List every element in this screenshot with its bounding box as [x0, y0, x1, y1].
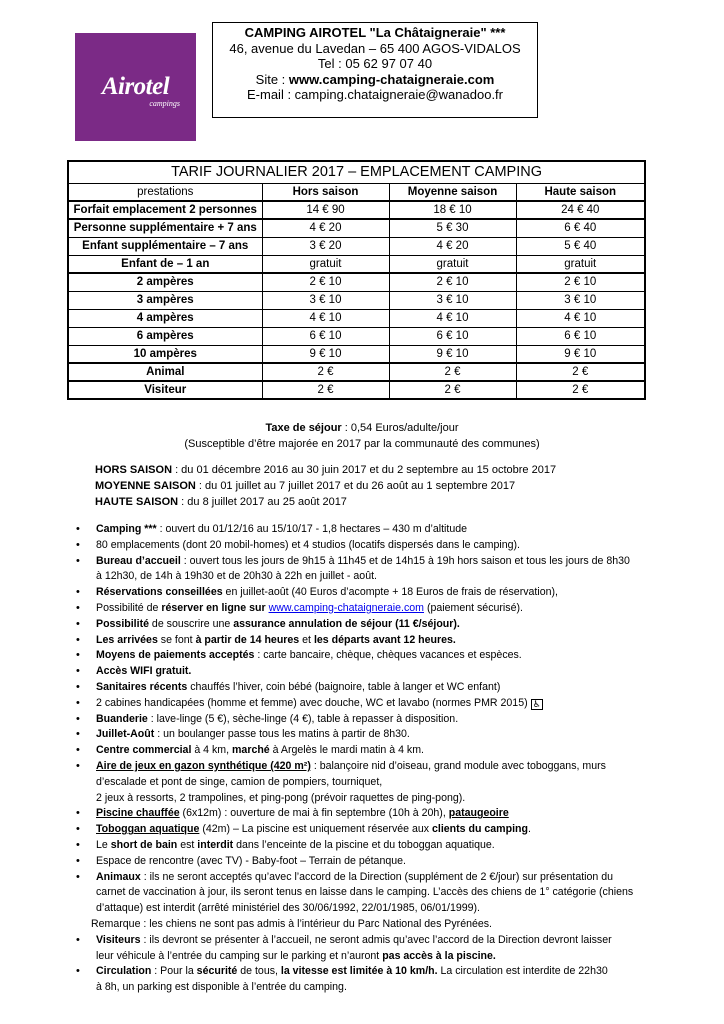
item-label: Sanitaires récents [96, 680, 188, 693]
item-label: Animaux [96, 870, 141, 883]
table-row [68, 237, 645, 255]
season-dates-text: : du 01 décembre 2016 au 30 juin 2017 et du 2 septembre au 15 octobre 2017 [172, 464, 557, 476]
item-text: : Pour la [151, 965, 197, 978]
taxe-label: Taxe de séjour [265, 422, 342, 434]
item-text: en juillet-août (40 Euros d’acompte + 18 Euros de frais de réservation), [222, 586, 558, 599]
table-row [68, 219, 645, 237]
item-text: d’attaque) est interdit (arrêté ministériel des 30/06/1992, 22/01/1985, 06/01/1999). [96, 902, 480, 915]
item-text: de souscrire une [148, 617, 234, 630]
item-text: 2 cabines handicapées (homme et femme) avec douche, WC et lavabo (normes PMR 2015) [96, 696, 528, 709]
row-label: 2 ampères [68, 273, 262, 291]
list-item [76, 806, 676, 822]
price-haute: 9 € 10 [516, 345, 645, 363]
price-hors: 9 € 10 [262, 345, 389, 363]
price-moyenne: 4 € 10 [389, 309, 516, 327]
price-hors: 3 € 10 [262, 291, 389, 309]
item-label: Juillet-Août [96, 728, 155, 741]
item-text: : balançoire nid d’oiseau, grand module avec toboggans, murs [310, 759, 606, 772]
item-text: : ouvert du 01/12/16 au 15/10/17 - 1,8 hectares – 430 m d’altitude [156, 523, 468, 535]
header-hors-saison: Hors saison [262, 183, 389, 201]
item-text: (paiement sécurisé). [424, 601, 523, 614]
price-moyenne: 2 € 10 [389, 273, 516, 291]
item-label: clients du camping [432, 823, 528, 836]
row-label: 3 ampères [68, 291, 262, 309]
list-item [76, 838, 676, 854]
item-text: . [527, 823, 531, 836]
camping-site [213, 72, 537, 88]
price-moyenne: 5 € 30 [389, 219, 516, 237]
price-hors: 4 € 10 [262, 309, 389, 327]
list-item [76, 633, 676, 649]
item-label: réserver en ligne sur [161, 601, 266, 614]
price-moyenne: 2 € [389, 363, 516, 381]
item-label: Circulation [96, 965, 152, 978]
price-haute: 24 € 40 [516, 201, 645, 219]
wheelchair-icon: ♿ [532, 698, 541, 709]
list-item [76, 648, 676, 664]
item-text: à 12h30, de 14h à 19h30 et de 20h30 à 22h en juillet - août. [96, 570, 377, 583]
item-label: Camping *** [96, 523, 157, 535]
item-label: les départs avant 12 heures. [313, 633, 456, 646]
item-label: Accès WIFI gratuit. [96, 665, 192, 678]
item-label: Moyens de paiements acceptés [96, 649, 255, 662]
list-item [76, 933, 676, 965]
price-haute: 4 € 10 [516, 309, 645, 327]
item-text: : carte bancaire, chèque, chèques vacances et espèces. [254, 649, 522, 662]
item-label: Piscine chauffée [96, 807, 180, 820]
item-text: La circulation est interdite de 22h30 [437, 965, 608, 978]
info-list [76, 522, 676, 996]
price-hors: 2 € [262, 363, 389, 381]
item-text: Possibilité de [96, 601, 162, 614]
item-text: d’escalade et pont de singe, camion de pompiers, tourniquet, [96, 775, 383, 788]
list-item [76, 585, 676, 601]
item-text: à Argelès le mardi matin à 4 km. [269, 744, 424, 757]
taxe-note: (Susceptible d’être majorée en 2017 par la communauté des communes) [184, 438, 540, 450]
price-hors: 6 € 10 [262, 327, 389, 345]
item-text: (6x12m) : ouverture de mai à fin septembre (10h à 20h), [179, 807, 449, 820]
price-hors: 14 € 90 [262, 201, 389, 219]
logo-name: Airotel [101, 73, 170, 100]
price-moyenne: 3 € 10 [389, 291, 516, 309]
table-row [68, 309, 645, 327]
row-label: Animal [68, 363, 262, 381]
item-text: carnet de vaccination à jour, ils seront tenus en laisse dans le camping. L’accès des chiens de 1° catégorie (chiens [96, 886, 634, 899]
header-box [212, 22, 538, 118]
row-label: Enfant supplémentaire – 7 ans [68, 237, 262, 255]
item-text: 80 emplacements (dont 20 mobil-homes) et 4 studios (locatifs dispersés dans le camping). [96, 538, 520, 551]
logo-sub: campings [149, 99, 180, 108]
item-text: est [177, 838, 198, 851]
item-label: Visiteurs [96, 933, 141, 946]
list-item [76, 664, 676, 680]
price-hors: gratuit [262, 255, 389, 273]
list-item [76, 522, 676, 538]
item-label: la vitesse est limitée à 10 km/h. [280, 965, 438, 978]
list-item [76, 712, 676, 728]
table-row [68, 201, 645, 219]
table-row [68, 255, 645, 273]
camping-address: 46, avenue du Lavedan – 65 400 AGOS-VIDALOS [229, 40, 521, 56]
price-haute: 2 € 10 [516, 273, 645, 291]
item-label: short de bain [110, 838, 178, 851]
price-haute: 6 € 10 [516, 327, 645, 345]
price-haute: 2 € [516, 363, 645, 381]
item-label: pas accès à la piscine. [382, 949, 496, 962]
table-row [68, 381, 645, 399]
item-text: : un boulanger passe tous les matins à partir de 8h30. [154, 728, 410, 741]
item-text: : ils ne seront acceptés qu’avec l’accord de la Direction (supplément de 2 €/jour) sur présentation du [140, 870, 614, 883]
season-line [95, 462, 556, 478]
row-label: 10 ampères [68, 345, 262, 363]
season-name: MOYENNE SAISON [95, 480, 196, 492]
item-text: : ils devront se présenter à l’accueil, ne seront admis qu’avec l’accord de la Direction devront laisser [140, 933, 612, 946]
row-label: Enfant de – 1 an [68, 255, 262, 273]
row-label: Forfait emplacement 2 personnes [68, 201, 262, 219]
item-text: à 4 km, [191, 744, 233, 757]
table-row [68, 273, 645, 291]
item-text: Remarque : les chiens ne sont pas admis à l’intérieur du Parc National des Pyrénées. [91, 917, 493, 930]
price-hors: 3 € 20 [262, 237, 389, 255]
season-name: HORS SAISON [95, 464, 173, 476]
table-row [68, 363, 645, 381]
list-item [76, 743, 676, 759]
price-haute: 2 € [516, 381, 645, 399]
taxe-value: : 0,54 Euros/adulte/jour [341, 422, 459, 434]
season-line [95, 494, 556, 510]
price-haute: 3 € 10 [516, 291, 645, 309]
price-haute: 5 € 40 [516, 237, 645, 255]
item-text: se font [157, 633, 196, 646]
item-text: Espace de rencontre (avec TV) - Baby-foot – Terrain de pétanque. [96, 854, 406, 867]
item-label: Centre commercial [96, 744, 192, 757]
price-moyenne: gratuit [389, 255, 516, 273]
table-row [68, 291, 645, 309]
camping-tel: Tel : 05 62 97 07 40 [317, 56, 433, 71]
season-name: HAUTE SAISON [95, 496, 179, 508]
price-hors: 4 € 20 [262, 219, 389, 237]
list-item [76, 870, 676, 917]
item-label: sécurité [196, 965, 238, 978]
season-dates-text: : du 8 juillet 2017 au 25 août 2017 [178, 496, 347, 508]
price-moyenne: 9 € 10 [389, 345, 516, 363]
row-label: 4 ampères [68, 309, 262, 327]
camping-title: CAMPING AIROTEL "La Châtaigneraie" *** [244, 25, 506, 40]
item-text: Le [96, 838, 111, 851]
item-label: Toboggan aquatique [96, 823, 200, 836]
item-text: (42m) – La piscine est uniquement réservée aux [199, 823, 432, 836]
price-moyenne: 6 € 10 [389, 327, 516, 345]
taxe-sejour [0, 420, 724, 436]
header-prestations: prestations [68, 183, 262, 201]
list-item [76, 680, 676, 696]
item-label: Bureau d’accueil [96, 554, 181, 567]
item-text: de tous, [237, 965, 281, 978]
item-label: Aire de jeux en gazon synthétique (420 m²) [96, 759, 311, 772]
table-row [68, 345, 645, 363]
item-label: Réservations conseillées [96, 586, 223, 599]
row-label: Visiteur [68, 381, 262, 399]
season-dates-text: : du 01 juillet au 7 juillet 2017 et du 26 août au 1 septembre 2017 [195, 480, 516, 492]
price-haute: gratuit [516, 255, 645, 273]
list-item [76, 696, 676, 712]
item-label: assurance annulation de séjour (11 €/séjour). [233, 617, 460, 630]
tarif-table [67, 160, 646, 400]
item-text: à 8h, un parking est disponible à l’entrée du camping. [96, 981, 347, 994]
item-label: Possibilité [96, 617, 149, 630]
price-haute: 6 € 40 [516, 219, 645, 237]
item-label: Les arrivées [96, 633, 158, 646]
site-label: Site : [255, 71, 289, 87]
list-item [76, 822, 676, 838]
row-label: Personne supplémentaire + 7 ans [68, 219, 262, 237]
price-moyenne: 4 € 20 [389, 237, 516, 255]
list-item [76, 917, 676, 933]
header-haute-saison: Haute saison [516, 183, 645, 201]
item-text: dans l’enceinte de la piscine et du toboggan aquatique. [233, 838, 495, 851]
list-item [76, 538, 676, 554]
header-moyenne-saison: Moyenne saison [389, 183, 516, 201]
airotel-logo [75, 33, 196, 141]
list-item [76, 759, 676, 806]
item-label: marché [232, 744, 270, 757]
list-item [76, 964, 676, 996]
price-moyenne: 18 € 10 [389, 201, 516, 219]
item-text: 2 jeux à ressorts, 2 trampolines, et ping-pong (prévoir raquettes de ping-pong). [96, 791, 466, 804]
item-text: leur véhicule à l’entrée du camping sur le parking et n’auront [96, 949, 383, 962]
tarif-title: TARIF JOURNALIER 2017 – EMPLACEMENT CAMPING [68, 161, 645, 183]
item-text: : lave-linge (5 €), sèche-linge (4 €), table à repasser à disposition. [147, 712, 459, 725]
item-text: : ouvert tous les jours de 9h15 à 11h45 et de 14h15 à 19h hors saison et tous les jours de 8h30 [180, 554, 630, 567]
list-item [76, 554, 676, 586]
item-label: interdit [197, 838, 234, 851]
booking-link[interactable]: www.camping-chataigneraie.com [268, 601, 425, 614]
table-row [68, 327, 645, 345]
price-hors: 2 € 10 [262, 273, 389, 291]
item-label: Buanderie [96, 712, 148, 725]
list-item [76, 601, 676, 617]
camping-email: E-mail : camping.chataigneraie@wanadoo.fr [247, 87, 503, 102]
item-label: pataugeoire [448, 807, 509, 820]
season-dates [95, 462, 556, 510]
row-label: 6 ampères [68, 327, 262, 345]
list-item [76, 727, 676, 743]
list-item [76, 854, 676, 870]
season-line [95, 478, 556, 494]
item-label: à partir de 14 heures [195, 633, 300, 646]
price-hors: 2 € [262, 381, 389, 399]
item-text: chauffés l’hiver, coin bébé (baignoire, table à langer et WC enfant) [187, 680, 501, 693]
site-url[interactable]: www.camping-chataigneraie.com [288, 71, 495, 87]
list-item [76, 617, 676, 633]
item-text: et [299, 633, 314, 646]
price-moyenne: 2 € [389, 381, 516, 399]
